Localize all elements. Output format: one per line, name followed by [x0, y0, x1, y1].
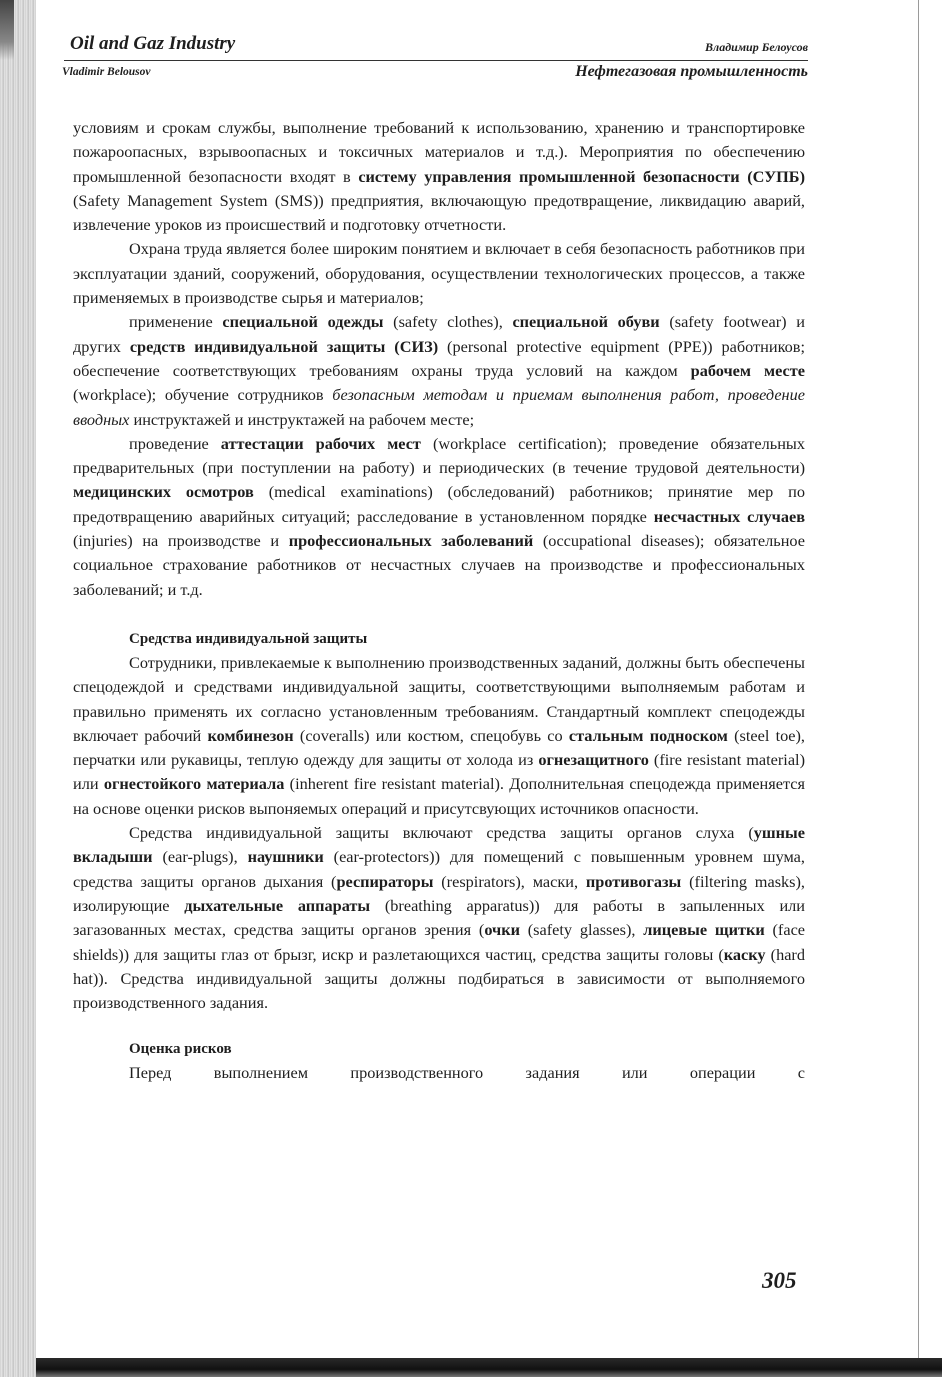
text-run: Сотрудники, привлекаемые к выполнению производственных заданий, должны быть обеспечены спецодеждой и средствами индивидуальной защиты, соответствующими выполняемым работам и правильно применять их согласно установленным требованиям. Стандартный комплект спецодежды включает рабочий — [73, 652, 805, 745]
book-spine-shadow — [0, 0, 36, 1377]
bold-term: профессиональных заболеваний — [288, 531, 534, 551]
text-run: (safety clothes), — [383, 312, 513, 332]
text-run: (hard hat)). Средства индивидуальной защиты должны подбираться в зависимости от выполняемого производственного задания. — [73, 944, 805, 1013]
paragraph-1 — [73, 116, 805, 237]
section-heading-ppe: Средства индивидуальной защиты — [129, 630, 368, 647]
text-run: (fire resistant material) или — [73, 750, 805, 794]
header-rule — [64, 60, 808, 61]
text-run: (medical examinations) (обследований) работников; принятие мер по предотвращению аварийных ситуаций; расследование в установленном порядке — [73, 482, 805, 526]
bold-term: специальной одежды — [222, 312, 384, 332]
scan-bottom-edge — [36, 1358, 942, 1377]
text-run: (Safety Management System (SMS)) предприятия, включающую предотвращение, ликвидацию аварий, извлечение уроков из происшествий и подготовку отчетности. — [73, 190, 805, 235]
spacer — [73, 1015, 805, 1037]
page-body — [73, 116, 805, 1086]
italic-text: безопасным методам и приемам выполнения работ, проведение вводных — [73, 385, 805, 429]
bold-term: респираторы — [336, 871, 434, 891]
text-run: (filtering masks), изолирующие — [73, 871, 806, 915]
section-heading-risk: Оценка рисков — [129, 1041, 232, 1058]
text-run: Средства индивидуальной защиты включают средства защиты органов слуха ( — [129, 823, 754, 843]
paragraph-3 — [73, 310, 805, 431]
text-run: (injuries) на производстве и — [73, 531, 289, 551]
text-run: (respirators), маски, — [433, 871, 586, 891]
running-header-author-en: Vladimir Belousov — [62, 66, 151, 78]
text-run: (coveralls) или костюм, спецобувь со — [293, 725, 569, 745]
bold-term: дыхательные аппараты — [184, 895, 371, 915]
bold-term: огнезащитного — [538, 750, 649, 770]
text-run: проведение — [129, 433, 221, 453]
text-run: (steel toe), перчатки или рукавицы, теплую одежду для защиты от холода из — [73, 725, 805, 770]
bold-term: медицинских осмотров — [73, 482, 254, 502]
bold-term: систему управления промышленной безопасности (СУПБ) — [358, 166, 805, 186]
running-header-journal-ru: Нефтегазовая промышленность — [575, 63, 808, 80]
running-header-journal-en: Oil and Gaz Industry — [70, 33, 236, 54]
text-run: (workplace); обучение сотрудников — [73, 385, 333, 405]
text-run: условиям и срокам службы, выполнение требований к использованию, хранению и транспортировке пожароопасных, взрывоопасных и токсичных материалов и т.д.). Мероприятия по обеспечению промышленной безопасности входят в — [73, 118, 805, 186]
text-run: применение — [129, 312, 223, 332]
text-run: (workplace certification); проведение обязательных предварительных (при поступлении на работу) и периодических (в течение трудовой деятельности) — [73, 433, 805, 478]
page-edge-line — [918, 0, 919, 1377]
bold-term: наушники — [247, 847, 324, 867]
scan-corner-shadow — [0, 0, 14, 60]
text-run: (ear-protectors)) для помещений с повышенным уровнем шума, средства защиты органов дыхания ( — [73, 847, 805, 891]
bold-term: рабочем месте — [690, 360, 805, 380]
text-run: (occupational diseases); обязательное социальное страхование работников от несчастных случаев на производстве и профессиональных заболеваний; и т.д. — [73, 531, 805, 599]
paragraph-7: Перед выполнением производственного задания или операции с — [129, 1063, 805, 1083]
text-run: (safety glasses), — [519, 920, 644, 940]
bold-term: средств индивидуальной защиты (СИЗ) — [129, 336, 439, 356]
bold-term: специальной обуви — [512, 312, 660, 332]
bold-term: огнестойкого материала — [103, 774, 285, 794]
text-run: (face shields)) для защиты глаз от брызг, искр и разлетающихся частиц, средства защиты головы ( — [73, 920, 806, 964]
page-number: 305 — [762, 1268, 797, 1293]
text-run: (inherent fire resistant material). Дополнительная спецодежда применяется на основе оценки рисков выпоняемых операций и присутсвующих источников опасности. — [73, 774, 805, 818]
paragraph-6 — [73, 821, 805, 1015]
text-run: (personal protective equipment (PPE)) работников; обеспечение соответствующих требованиям охраны труда условий на каждом — [73, 336, 806, 380]
paragraph-2: Охрана труда является более широким понятием и включает в себя безопасность работников при эксплуатации зданий, сооружений, оборудования, осуществлении технологических процессов, а также применяемых в производстве сырья и материалов; — [73, 239, 805, 308]
bold-term: очки — [484, 920, 520, 940]
text-run: (breathing apparatus)) для работы в запыленных или загазованных местах, средства защиты органов зрения ( — [73, 895, 805, 940]
bold-term: лицевые щитки — [643, 920, 765, 940]
bold-term: стальным подноском — [568, 725, 728, 745]
running-header-author-ru: Владимир Белоусов — [705, 40, 808, 54]
text-run: (safety footwear) и других — [73, 312, 805, 356]
bold-term: каску — [723, 944, 766, 964]
bold-term: ушные вкладыши — [73, 823, 805, 867]
paragraph-5 — [73, 651, 805, 821]
bold-term: противогазы — [585, 871, 682, 891]
text-run: инструктажей и инструктажей на рабочем месте; — [129, 409, 475, 429]
bold-term: несчастных случаев — [653, 506, 805, 526]
text-run: (ear-plugs), — [152, 847, 248, 867]
bold-term: аттестации рабочих мест — [220, 433, 421, 453]
paragraph-4 — [73, 432, 805, 602]
spacer — [73, 602, 805, 627]
bold-term: комбинезон — [207, 725, 294, 745]
